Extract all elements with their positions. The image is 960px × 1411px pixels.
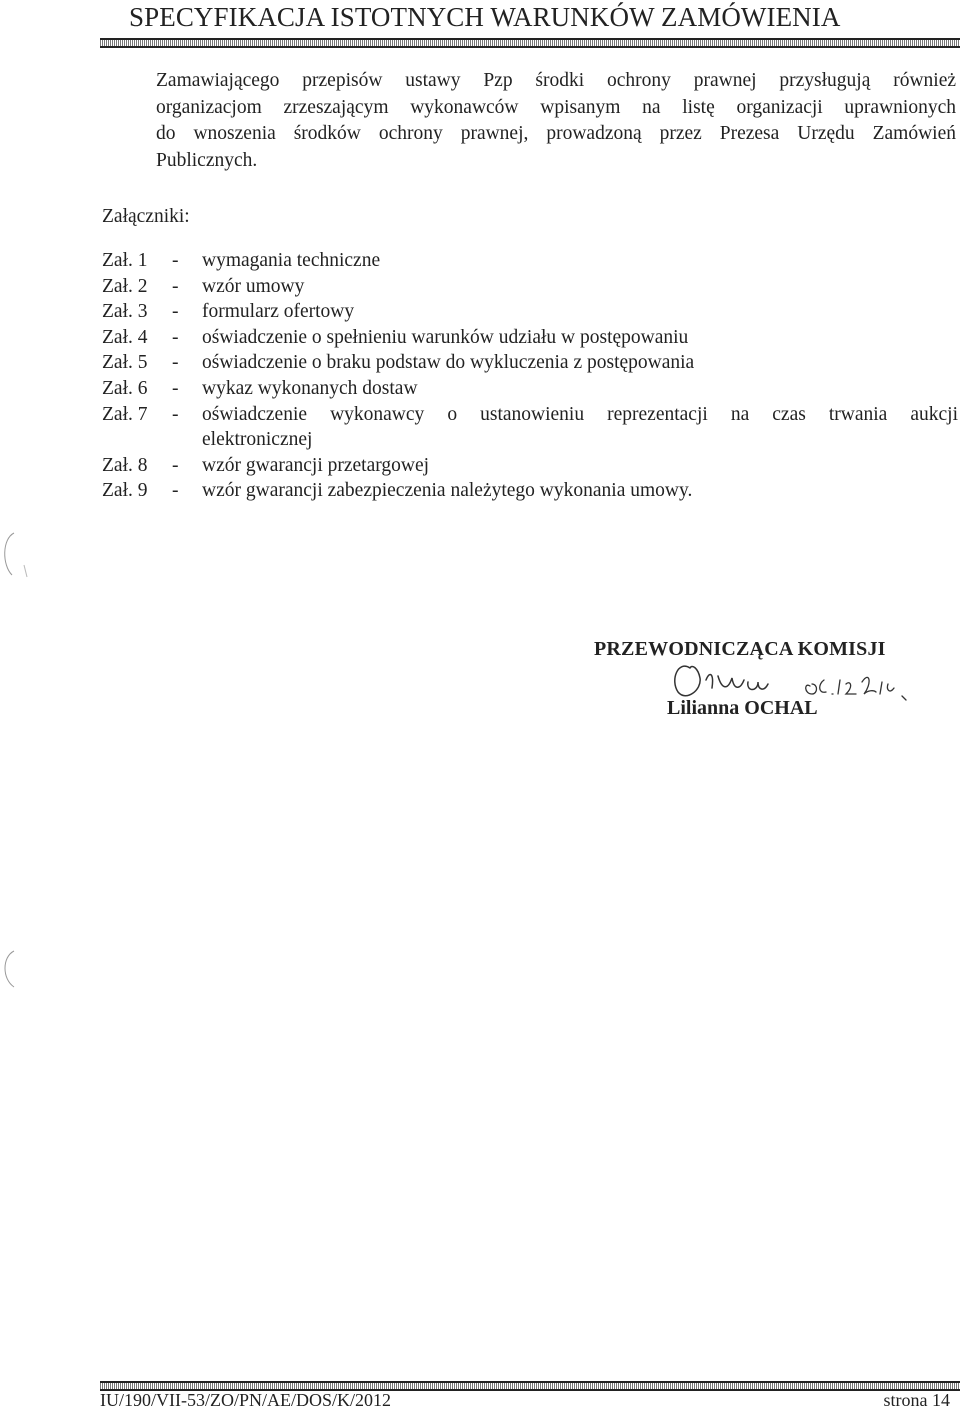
attachment-description: wykaz wykonanych dostaw xyxy=(202,377,418,399)
attachments-heading: Załączniki: xyxy=(102,206,190,227)
attachment-description: wzór gwarancji zabezpieczenia należytego wykonania umowy. xyxy=(202,480,693,502)
attachment-description: oświadczenie o braku podstaw do wykluczenia z postępowania xyxy=(202,352,695,374)
intro-line: do wnoszenia środków ochrony prawnej, prowadzoną przez Prezesa Urzędu Zamówień xyxy=(156,123,956,144)
attachment-item xyxy=(102,299,958,325)
attachment-item xyxy=(102,453,958,479)
intro-line: organizacjom zrzeszającym wykonawców wpisanym na listę organizacji uprawnionych xyxy=(156,96,956,118)
intro-line: Publicznych. xyxy=(156,149,258,171)
intro-paragraph xyxy=(156,68,956,174)
attachment-description: oświadczenie wykonawcy o ustanowieniu reprezentacji na czas trwania aukcji xyxy=(202,403,958,425)
document-title: SPECYFIKACJA ISTOTNYCH WARUNKÓW ZAMÓWIENIA xyxy=(129,2,841,32)
page-number: strona 14 xyxy=(883,1390,950,1410)
signatory-name: Lilianna OCHAL xyxy=(667,697,818,719)
attachment-item xyxy=(102,248,958,274)
attachment-item xyxy=(102,350,958,376)
signature-heading: PRZEWODNICZĄCA KOMISJI xyxy=(594,638,886,660)
attachment-dash: - xyxy=(172,275,179,297)
attachment-number: Zał. 8 xyxy=(102,454,148,476)
attachment-description: wymagania techniczne xyxy=(202,250,381,271)
attachment-number: Zał. 1 xyxy=(102,250,148,271)
document-reference: IU/190/VII-53/ZO/PN/AE/DOS/K/2012 xyxy=(100,1390,391,1410)
attachment-number: Zał. 2 xyxy=(102,275,148,297)
scan-artifact-mark xyxy=(0,945,24,995)
attachment-dash: - xyxy=(172,454,179,476)
attachment-description-continuation: elektronicznej xyxy=(202,429,313,451)
attachment-dash: - xyxy=(172,352,179,374)
attachment-item xyxy=(102,478,958,504)
attachment-dash: - xyxy=(172,377,179,399)
attachment-number: Zał. 7 xyxy=(102,403,148,425)
intro-line: Zamawiającego przepisów ustawy Pzp środki ochrony prawnej przysługują również xyxy=(156,70,956,91)
attachment-description: wzór umowy xyxy=(202,275,305,297)
attachment-dash: - xyxy=(172,326,179,348)
attachment-item xyxy=(102,274,958,300)
attachment-dash: - xyxy=(172,301,179,323)
attachment-description: wzór gwarancji przetargowej xyxy=(202,454,430,476)
attachment-dash: - xyxy=(172,480,179,502)
attachments-list xyxy=(102,248,958,504)
header-rule xyxy=(100,38,960,48)
attachment-dash: - xyxy=(172,403,179,425)
attachment-number: Zał. 4 xyxy=(102,326,148,348)
attachment-description: formularz ofertowy xyxy=(202,301,355,323)
attachment-item xyxy=(102,402,958,428)
attachment-item xyxy=(102,376,958,402)
attachment-number: Zał. 3 xyxy=(102,301,148,323)
attachment-number: Zał. 6 xyxy=(102,377,148,399)
attachment-number: Zał. 5 xyxy=(102,352,148,374)
scan-artifact-mark xyxy=(0,525,30,585)
attachment-number: Zał. 9 xyxy=(102,480,148,502)
attachment-item xyxy=(102,325,958,351)
attachment-dash: - xyxy=(172,250,179,271)
attachment-description: oświadczenie o spełnieniu warunków udziału w postępowaniu xyxy=(202,326,689,348)
